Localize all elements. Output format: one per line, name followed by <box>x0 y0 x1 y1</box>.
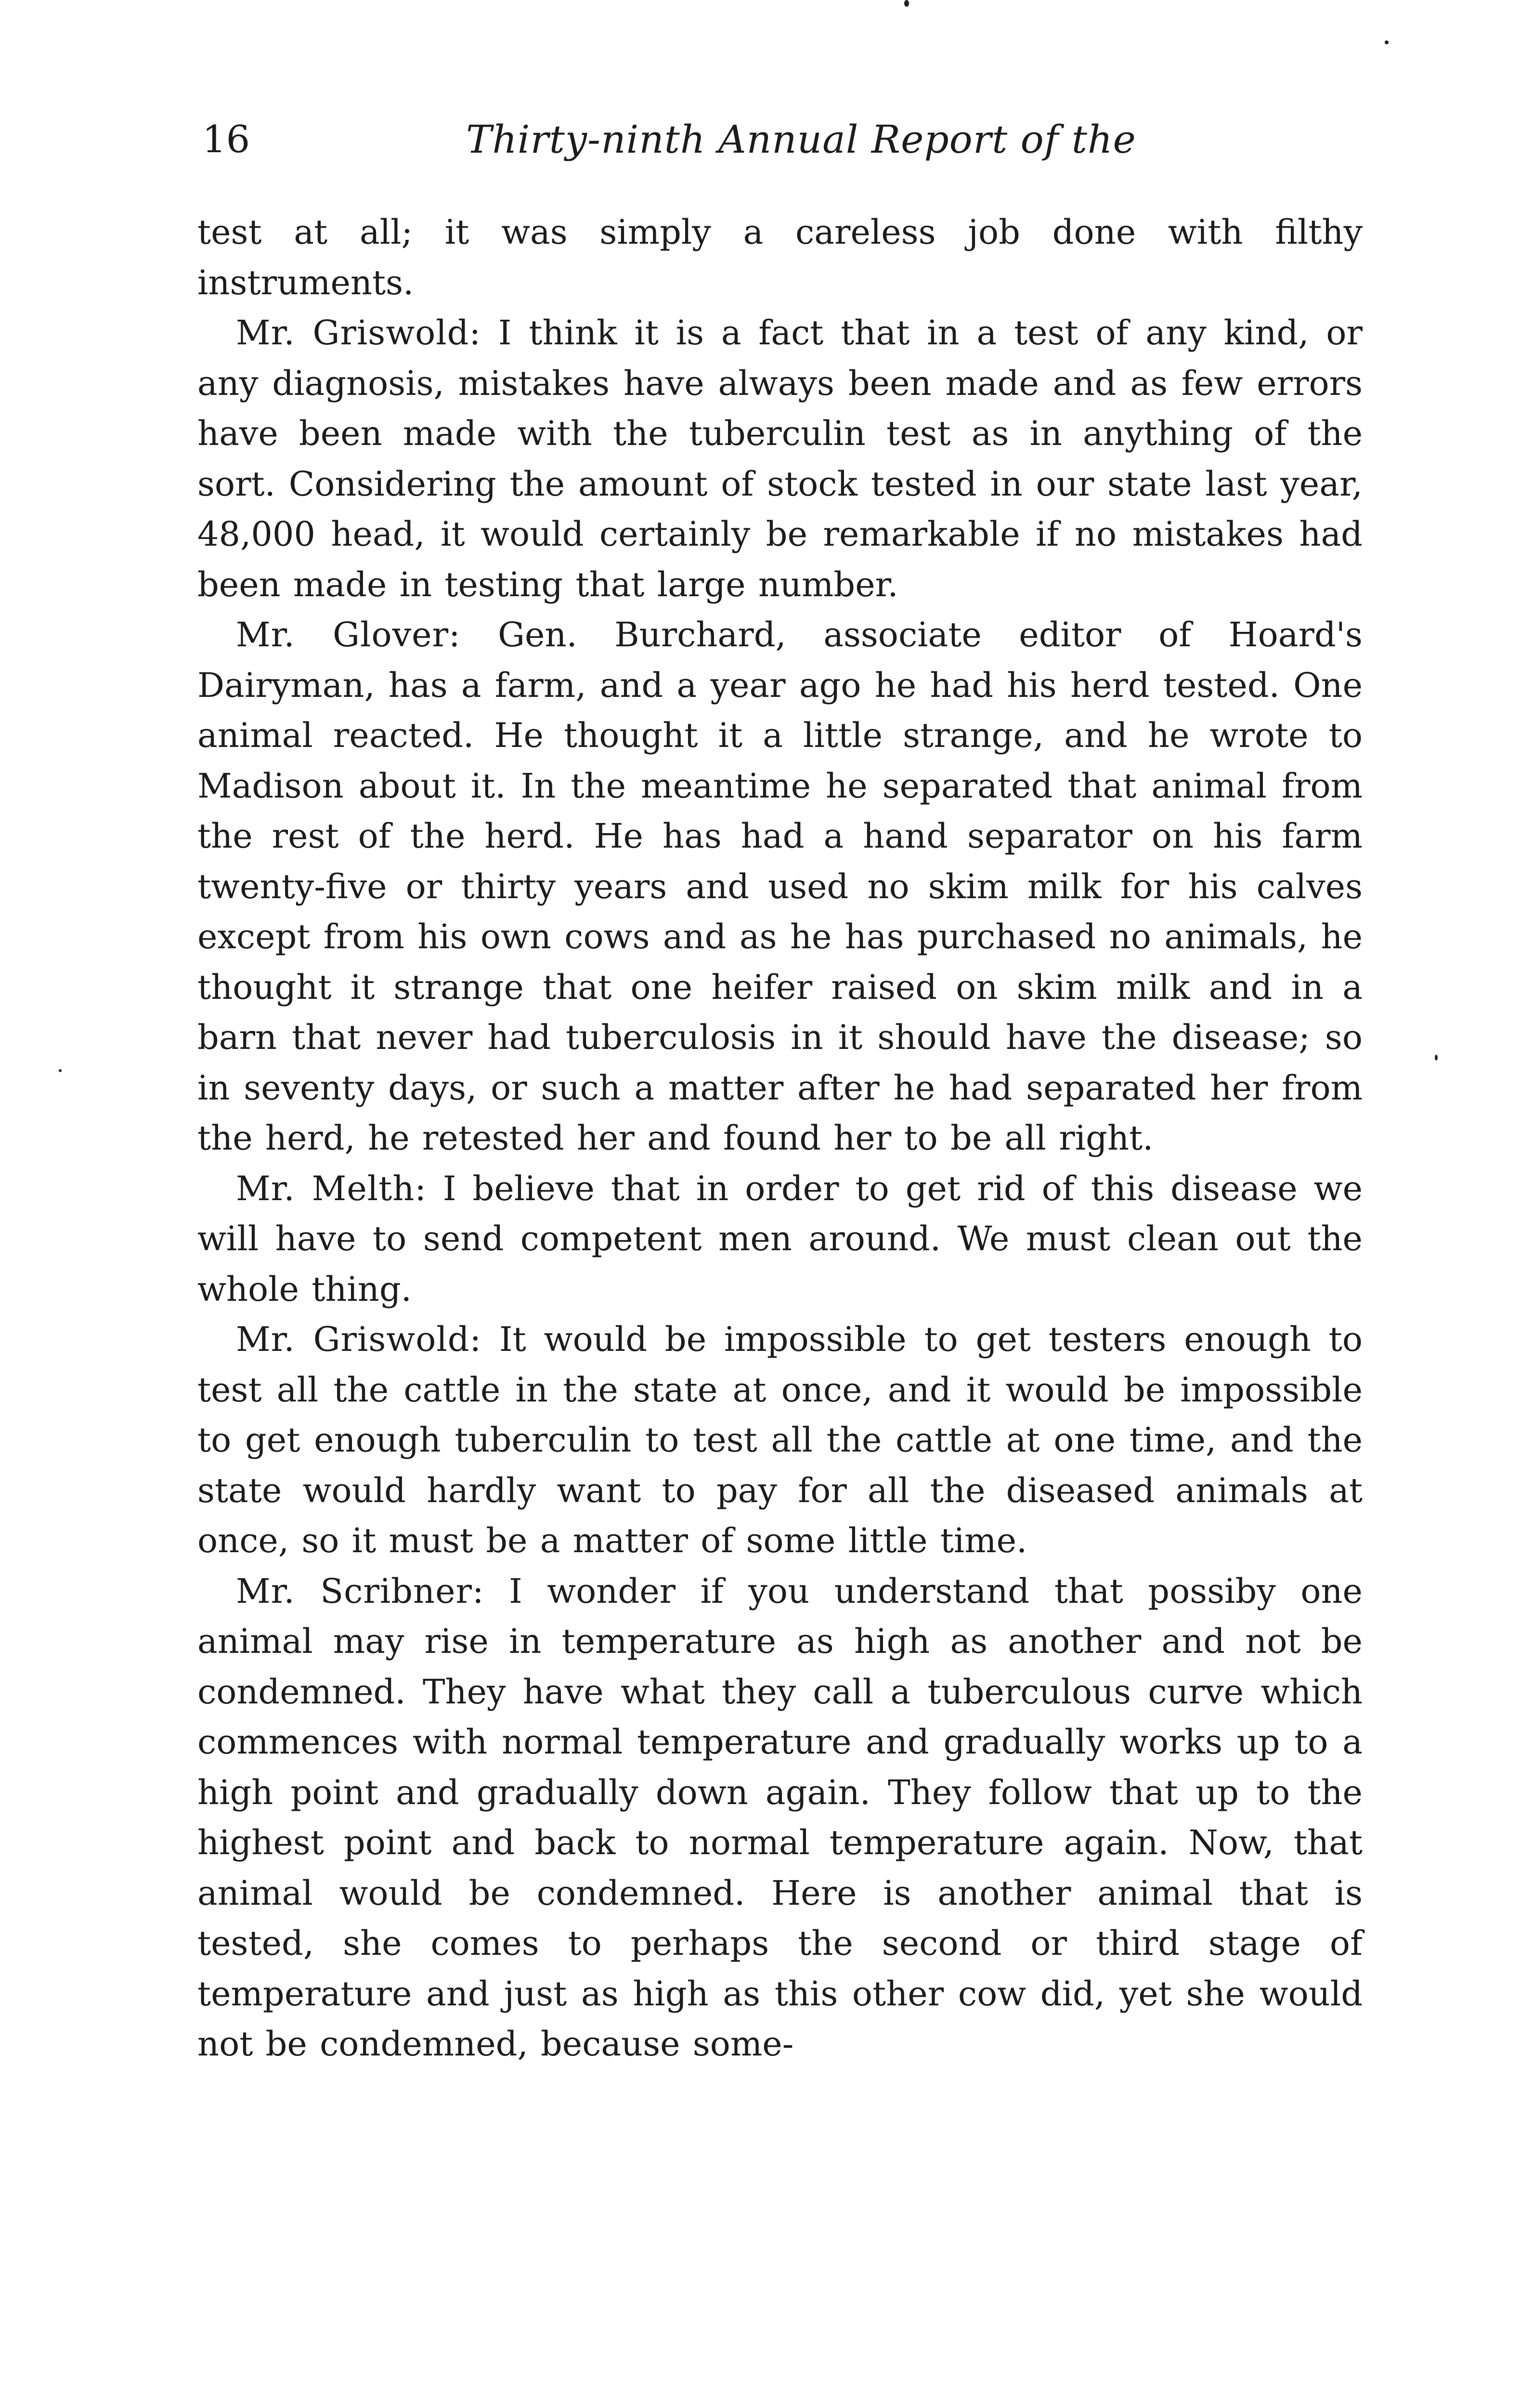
paragraph-scribner <box>197 1566 1363 2069</box>
paragraph-text: I think it is a fact that in a test of any kind, or any diagnosis, mistakes have always been made and as few errors have been made with the tuberculin test as in anything of the sort. Considering the amount of stock tested in our state last year, 48,000 head, it would certainly be remarkable if no mistakes had been made in testing that large number. <box>197 313 1363 604</box>
paragraph-melth <box>197 1164 1363 1315</box>
page-number: 16 <box>202 118 250 161</box>
scan-speck <box>1435 1055 1438 1060</box>
paragraph-glover <box>197 610 1363 1164</box>
scan-speck <box>904 0 909 7</box>
paragraph-text: Gen. Burchard, associate editor of Hoard's Dairyman, has a farm, and a year ago he had his herd tested. One animal reacted. He thought it a little strange, and he wrote to Madison about it. In the meantime he separated that animal from the rest of the herd. He has had a hand separator on his farm twenty-five or thirty years and used no skim milk for his calves except from his own cows and as he has purchased no animals, he thought it strange that one heifer raised on skim milk and in a barn that never had tuberculosis in it should have the disease; so in seventy days, or such a matter after he had separated her from the herd, he retested her and found her to be all right. <box>197 615 1363 1158</box>
speaker-name: Mr. Griswold: <box>236 1320 482 1359</box>
running-title: Thirty-ninth Annual Report of the <box>466 117 1136 162</box>
body-text <box>197 207 1363 2069</box>
scan-speck <box>59 1069 62 1072</box>
scan-speck <box>1385 40 1389 44</box>
paragraph-text: test at all; it was simply a careless job done with filthy instruments. <box>197 212 1363 302</box>
speaker-name: Mr. Melth: <box>236 1168 427 1208</box>
paragraph-griswold-1 <box>197 308 1363 610</box>
paragraph-continued <box>197 207 1363 308</box>
speaker-name: Mr. Glover: <box>236 615 461 654</box>
paragraph-text: It would be impossible to get testers enough to test all the cattle in the state at once, and it would be impossible to get enough tuberculin to test all the cattle at one time, and the state would hardly want to pay for all the diseased animals at once, so it must be a matter of some little time. <box>197 1320 1363 1560</box>
speaker-name: Mr. Scribner: <box>236 1571 484 1611</box>
paragraph-text: I believe that in order to get rid of this disease we will have to send competent men around. We must clean out the whole thing. <box>197 1168 1363 1309</box>
speaker-name: Mr. Griswold: <box>236 313 481 353</box>
page-header <box>202 116 1358 169</box>
paragraph-griswold-2 <box>197 1314 1363 1566</box>
paragraph-text: I wonder if you understand that possiby one animal may rise in temperature as high as another and not be condemned. They have what they call a tuberculous curve which commences with normal temperature and gradually works up to a high point and gradually down again. They follow that up to the highest point and back to normal temperature again. Now, that animal would be condemned. Here is another animal that is tested, she comes to perhaps the second or third stage of temperature and just as high as this other cow did, yet she would not be condemned, because some- <box>197 1571 1363 2064</box>
